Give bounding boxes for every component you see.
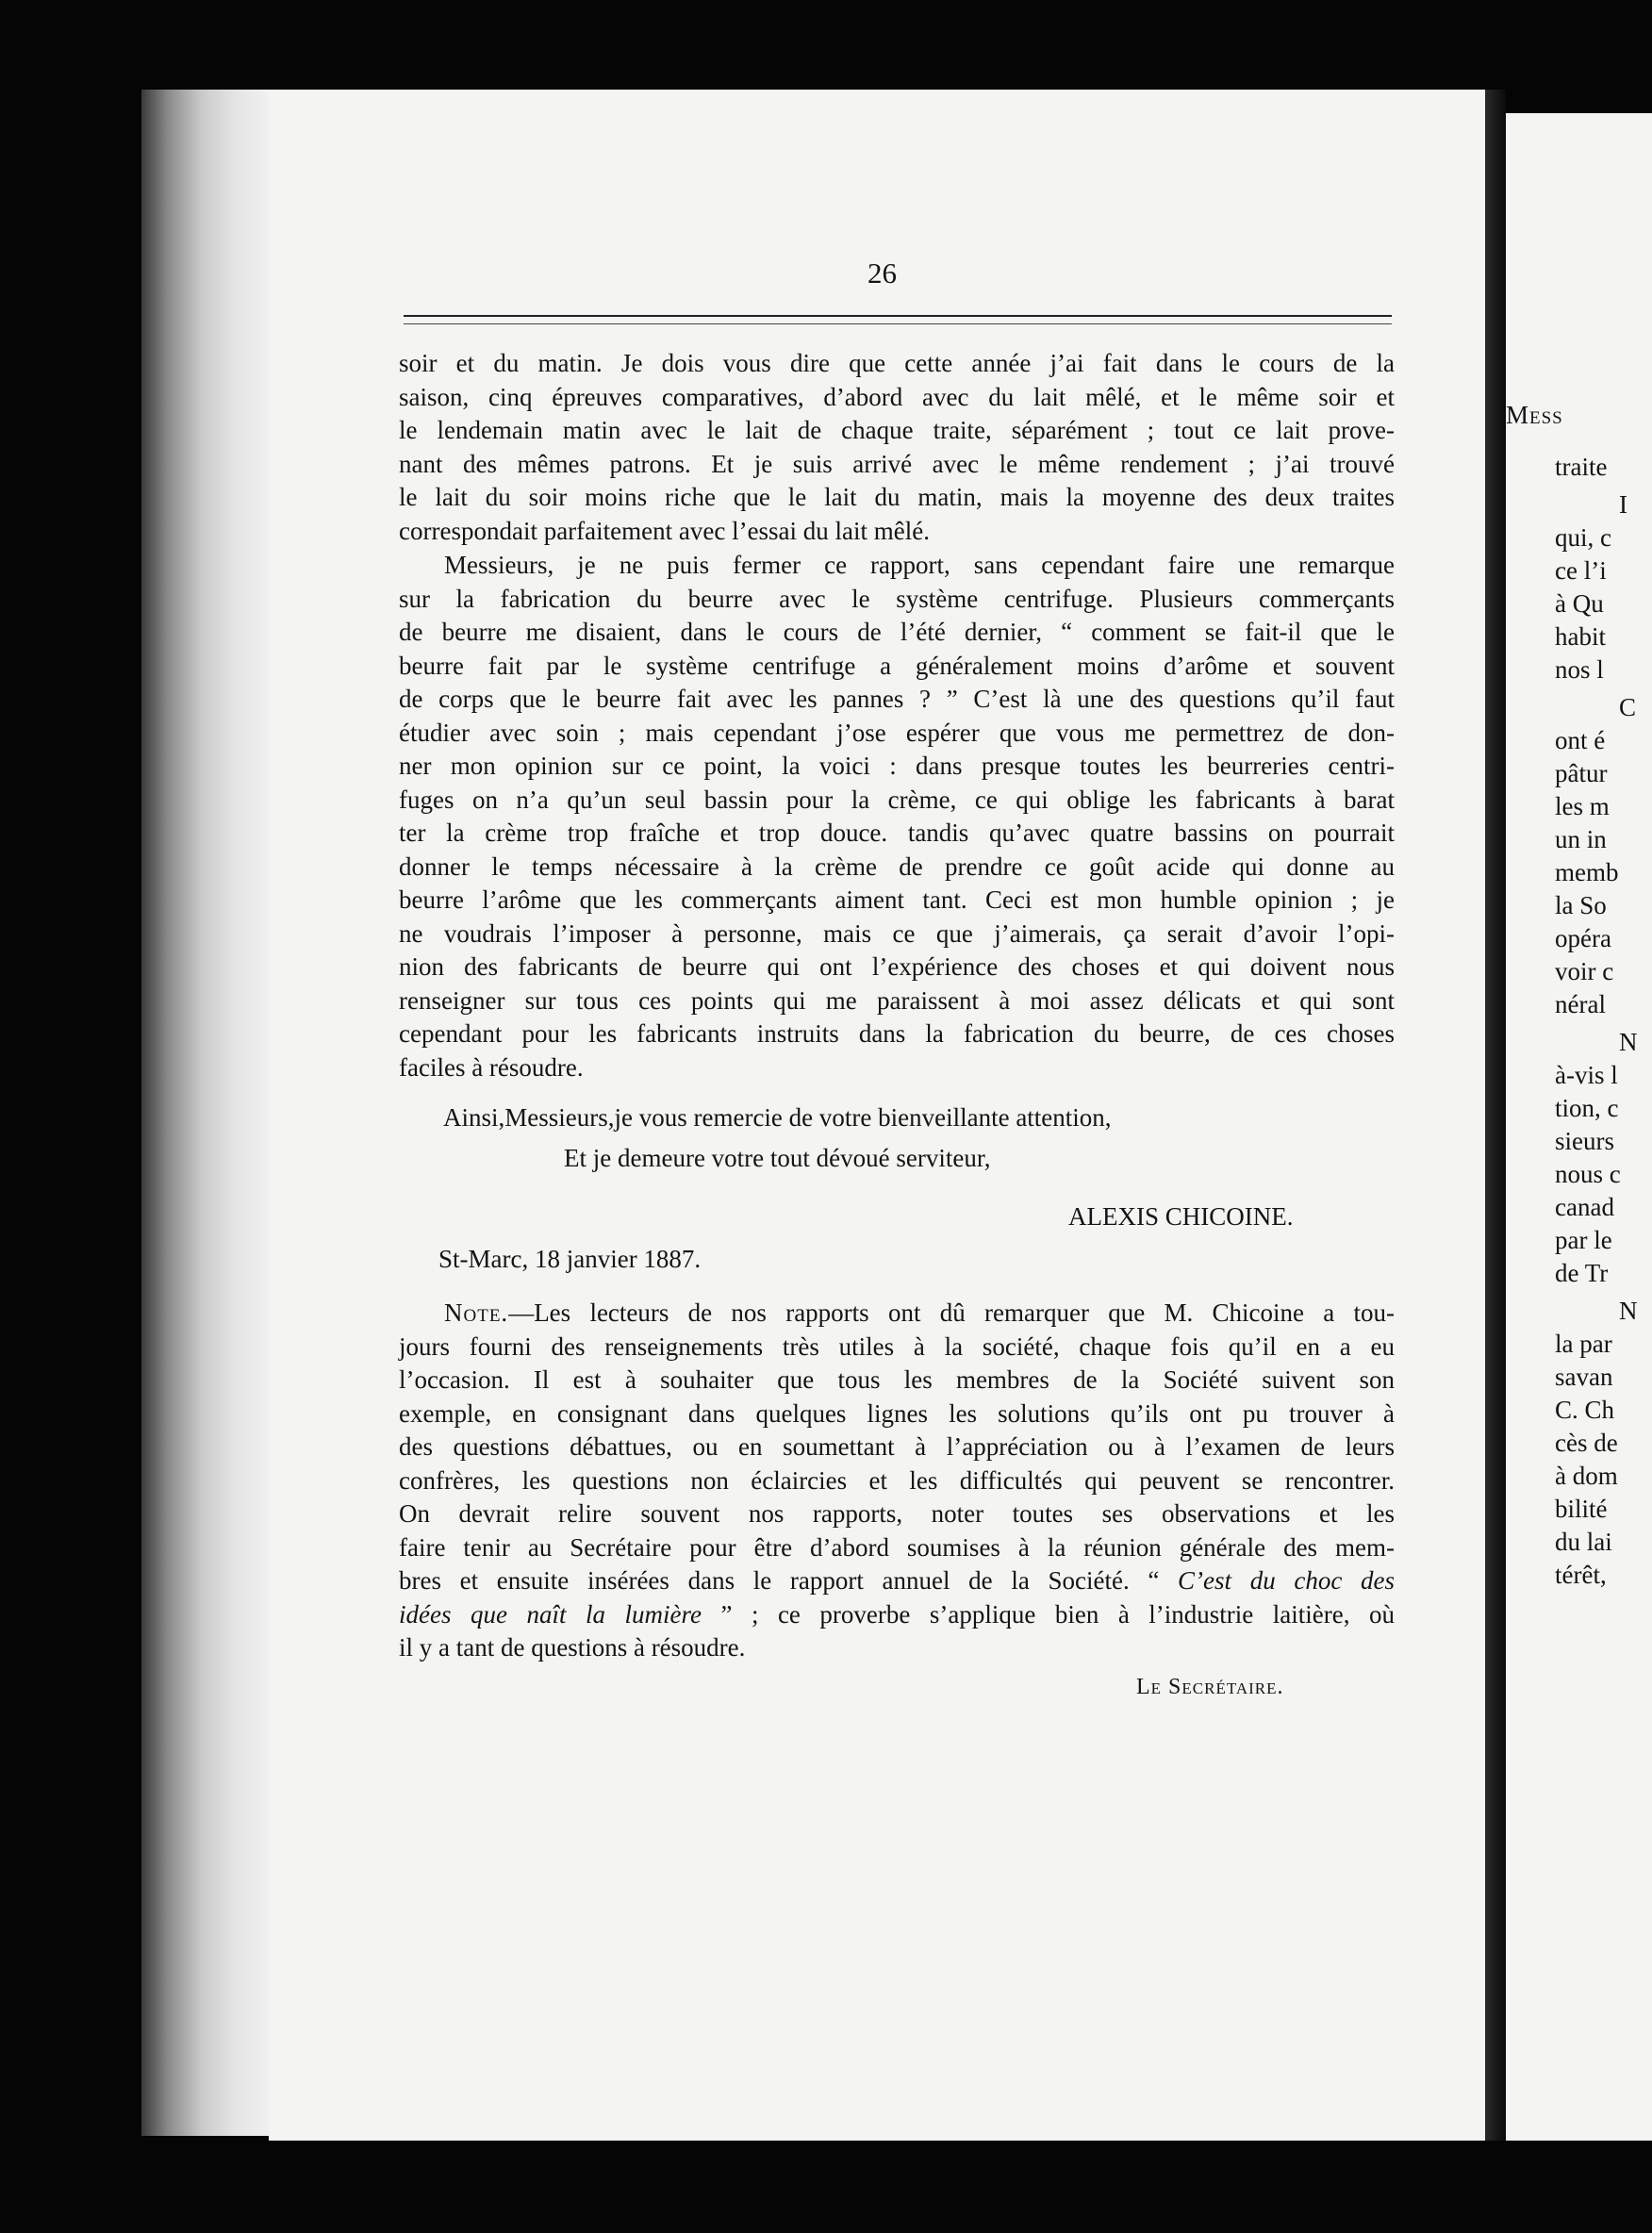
closing-line: Ainsi,Messieurs,je vous remercie de votre bienveillante attention, — [443, 1103, 1112, 1132]
right-page-text-fragment: N — [1619, 1297, 1638, 1325]
text-line: le lait du soir moins riche que le lait du matin, mais la moyenne des deux traites — [399, 483, 1395, 511]
right-page-text-fragment: voir c — [1555, 957, 1614, 985]
right-page-text-fragment: N — [1619, 1028, 1638, 1056]
right-page-text-fragment: bilité — [1555, 1495, 1608, 1523]
text-line: faciles à résoudre. — [399, 1052, 584, 1082]
note-line: idées que naît la lumière ” ; ce proverbe s’applique bien à l’industrie laitière, où — [399, 1599, 1395, 1629]
text-line: nant des mêmes patrons. Et je suis arrivé avec le même rendement ; j’ai trouvé — [399, 449, 1395, 478]
signature: ALEXIS CHICOINE. — [1068, 1202, 1294, 1231]
right-page-text-fragment: de Tr — [1555, 1259, 1609, 1287]
right-page-text-fragment: nos l — [1555, 655, 1604, 684]
text-line: étudier avec soin ; mais cependant j’ose espérer que vous me permettrez de don- — [399, 718, 1395, 747]
right-page-text-fragment: sieurs — [1555, 1127, 1614, 1155]
right-page-text-fragment: par le — [1555, 1226, 1612, 1254]
right-page-text-fragment: ont é — [1555, 726, 1606, 754]
note-line: il y a tant de questions à résoudre. — [399, 1633, 746, 1662]
text-line: saison, cinq épreuves comparatives, d’abord avec du lait mêlé, et le même soir et — [399, 382, 1395, 411]
text-line: donner le temps nécessaire à la crème de prendre ce goût acide qui donne au — [399, 852, 1395, 881]
paragraph-milk-tests — [399, 347, 1395, 548]
place-date: St-Marc, 18 janvier 1887. — [438, 1245, 702, 1273]
text-line: Messieurs, je ne puis fermer ce rapport, sans cependant faire une remarque — [444, 551, 1395, 579]
note-line: exemple, en consignant dans quelques lignes les solutions qu’ils ont pu trouver à — [399, 1398, 1395, 1428]
note-line: des questions débattues, ou en soumettant à l’appréciation ou à l’examen de leurs — [399, 1432, 1395, 1461]
book-gutter — [1485, 90, 1506, 2141]
right-page-text-fragment: la par — [1555, 1330, 1612, 1358]
book-spine-edge — [141, 90, 273, 2136]
page-number: 26 — [867, 256, 897, 289]
note-line: jours fourni des renseignements très utiles à la société, chaque fois qu’il en a eu — [399, 1332, 1395, 1361]
text-line: fuges on n’a qu’un seul bassin pour la crème, ce qui oblige les fabricants à barat — [399, 785, 1395, 814]
right-page-text-fragment: traite — [1555, 453, 1608, 481]
right-page-text-fragment: un in — [1555, 825, 1607, 853]
note-line-text: —Les lecteurs de nos rapports ont dû remarquer que M. Chicoine a tou- — [508, 1298, 1395, 1327]
note-label: Note. — [444, 1298, 509, 1327]
text-line: ne voudrais l’imposer à personne, mais ce que j’aimerais, ça serait d’avoir l’opi- — [399, 918, 1395, 948]
right-page-text-fragment: ce l’i — [1555, 556, 1607, 585]
right-page-text-fragment: à dom — [1555, 1462, 1618, 1490]
text-line: soir et du matin. Je dois vous dire que cette année j’ai fait dans le cours de la — [399, 349, 1395, 377]
text-line: renseigner sur tous ces points qui me paraissent à moi assez délicats et qui sont — [399, 985, 1395, 1015]
right-page-text-fragment: la So — [1555, 891, 1607, 919]
note-signature: Le Secrétaire. — [1136, 1675, 1284, 1699]
right-page-text-fragment: qui, c — [1555, 523, 1611, 552]
right-page-text-fragment: C — [1619, 693, 1637, 721]
right-page-text-fragment: C. Ch — [1555, 1396, 1615, 1424]
note-line: bres et ensuite insérées dans le rapport annuel de la Société. “ C’est du choc des — [399, 1566, 1395, 1595]
note-line: l’occasion. Il est à souhaiter que tous les membres de la Société suivent son — [399, 1365, 1395, 1394]
note-line — [399, 1297, 1395, 1331]
text-line: beurre l’arôme que les commerçants aiment tant. Ceci est mon humble opinion ; je — [399, 885, 1395, 914]
text-line: de corps que le beurre fait avec les pannes ? ” C’est là une des questions qu’il faut — [399, 685, 1395, 713]
text-line: le lendemain matin avec le lait de chaque traite, séparément ; tout ce lait prove- — [399, 416, 1395, 444]
right-page-text-fragment: I — [1619, 490, 1627, 519]
right-page-text-fragment: Mess — [1506, 401, 1563, 429]
text-line: nion des fabricants de beurre qui ont l’expérience des choses et qui doivent nous — [399, 952, 1395, 981]
text-line: sur la fabrication du beurre avec le système centrifuge. Plusieurs commerçants — [399, 584, 1395, 613]
text-line: ter la crème trop fraîche et trop douce. tandis qu’avec quatre bassins on pourrait — [399, 819, 1395, 847]
right-page-text-fragment: tion, c — [1555, 1094, 1619, 1122]
right-page-text-fragment: néral — [1555, 990, 1606, 1018]
right-page-text-fragment: pâtur — [1555, 759, 1608, 787]
note-paragraph — [399, 1297, 1395, 1665]
text-line: cependant pour les fabricants instruits dans la fabrication du beurre, de ces choses — [399, 1019, 1395, 1048]
text-line: beurre fait par le système centrifuge a généralement moins d’arôme et souvent — [399, 651, 1395, 680]
right-page-text-fragment: à Qu — [1555, 589, 1604, 618]
right-page-text-fragment: à-vis l — [1555, 1061, 1618, 1089]
note-line: faire tenir au Secrétaire pour être d’abord soumises à la réunion générale des mem- — [399, 1532, 1395, 1562]
sign-off-line: Et je demeure votre tout dévoué serviteur, — [564, 1144, 991, 1172]
right-page-text-fragment: habit — [1555, 622, 1606, 651]
right-page-text-fragment: canad — [1555, 1193, 1614, 1221]
note-line: On devrait relire souvent nos rapports, noter toutes ses observations et les — [399, 1499, 1395, 1528]
right-page-text-fragment: cès de — [1555, 1429, 1618, 1457]
right-page-text-fragment: du lai — [1555, 1528, 1612, 1556]
right-page-fragment — [1506, 113, 1652, 2141]
right-page-text-fragment: nous c — [1555, 1160, 1621, 1188]
right-page-text-fragment: opéra — [1555, 924, 1611, 952]
text-line: correspondait parfaitement avec l’essai du lait mêlé. — [399, 516, 931, 545]
right-page-text-fragment: memb — [1555, 858, 1619, 886]
text-line: de beurre me disaient, dans le cours de l’été dernier, “ comment se fait-il que le — [399, 618, 1395, 646]
right-page-text-fragment: térêt, — [1555, 1561, 1607, 1589]
header-rule — [404, 315, 1392, 324]
right-page-text-fragment: les m — [1555, 792, 1610, 820]
right-page-text-fragment: savan — [1555, 1363, 1613, 1391]
paragraph-butter-remark — [399, 549, 1395, 1084]
note-line: confrères, les questions non éclaircies et les difficultés qui peuvent se rencontrer. — [399, 1465, 1395, 1495]
text-line: ner mon opinion sur ce point, la voici : dans presque toutes les beurreries centri- — [399, 752, 1395, 780]
